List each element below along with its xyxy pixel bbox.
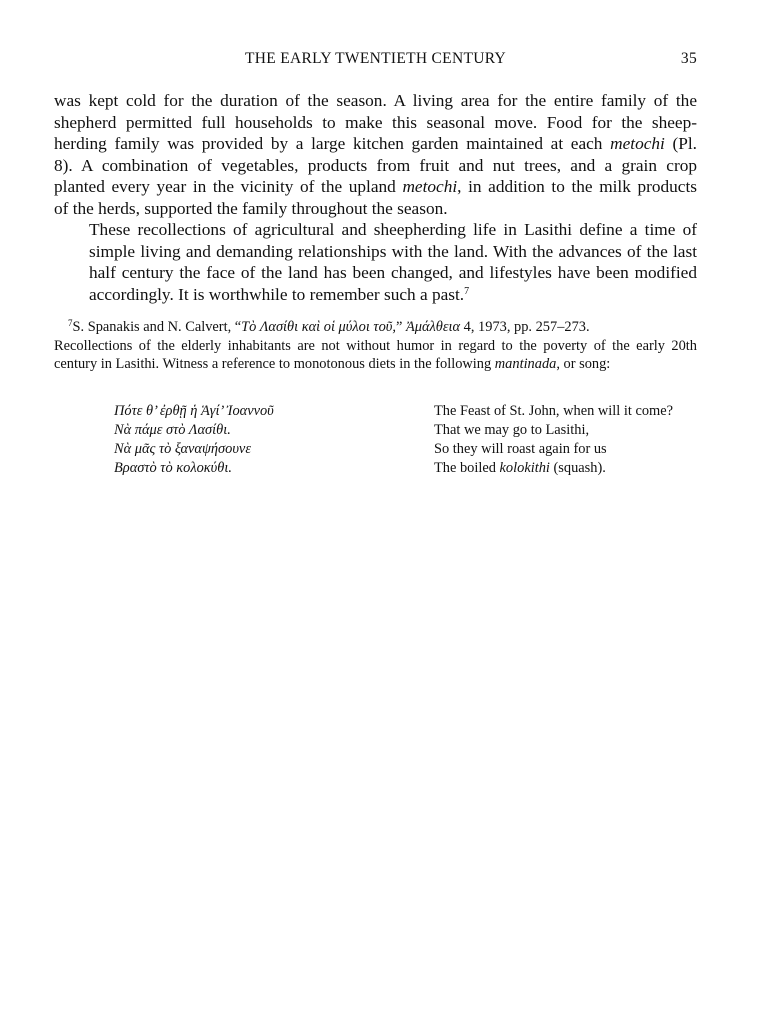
footnote-reference: 7	[464, 285, 470, 297]
verse-greek: Νὰ πάμε στὸ Λασίθι.	[114, 422, 231, 438]
verse-row	[54, 421, 697, 440]
citation-journal: Ἀμάλθεια	[405, 319, 461, 335]
footnote-line: Recollections of the elderly inhabitants are not without humor in regard to the poverty of the early 20th	[54, 337, 697, 354]
footnote	[54, 318, 697, 374]
paragraph-1	[54, 90, 697, 219]
citation-title: Τὸ Λασίθι καὶ οἱ μύλοι τοῦ,	[241, 319, 396, 335]
text-line: of the herds, supported the family throughout the season.	[54, 198, 448, 218]
text-span: herding family was provided by a large kitchen garden maintained at each	[54, 134, 603, 153]
verse-row	[54, 440, 697, 459]
term-metochi: metochi	[610, 134, 665, 153]
text-line: shepherd permitted full households to make this seasonal move. Food for the sheep-	[54, 112, 697, 132]
text-span: accordingly. It is worthwhile to remember such a past.	[89, 284, 465, 304]
text-line: simple living and demanding relationships with the land. With the advances of the last	[89, 241, 697, 261]
page-number: 35	[680, 50, 697, 67]
term-mantinada: mantinada	[494, 356, 557, 372]
text-span: The boiled	[434, 460, 500, 476]
text-span: , or song:	[556, 356, 611, 372]
text-line: half century the face of the land has been changed, and lifestyles have been modified	[89, 263, 697, 282]
verse-block	[54, 402, 697, 478]
verse-english: The Feast of St. John, when will it come?	[434, 403, 674, 419]
citation-authors: S. Spanakis and N. Calvert, “	[72, 319, 242, 335]
verse-greek: Πότε θ’ ἐρθῇ ἡ Ἁγί’ Ἰοαννοῦ	[114, 403, 274, 419]
term-kolokithi: kolokithi	[499, 460, 550, 476]
verse-row	[54, 402, 697, 421]
text-span: (squash).	[549, 460, 606, 476]
text-span: planted every year in the vicinity of the upland	[54, 177, 396, 196]
text-span: (Pl.	[672, 134, 698, 153]
verse-greek: Νὰ μᾶς τὸ ξαναψήσουνε	[114, 441, 251, 457]
verse-english: That we may go to Lasithi,	[434, 422, 590, 438]
text-line: was kept cold for the duration of the season. A living area for the entire family of the	[54, 91, 697, 110]
paragraph-2	[54, 219, 697, 305]
text-line	[54, 133, 697, 155]
text-span: century in Lasithi. Witness a reference to monotonous diets in the following	[54, 356, 492, 372]
term-metochi: metochi	[402, 177, 458, 196]
footnote-citation	[54, 318, 697, 337]
footnote-line	[54, 355, 697, 374]
verse-english: So they will roast again for us	[434, 441, 607, 457]
text-line	[54, 176, 697, 198]
text-line: 8). A combination of vegetables, products from fruit and nut trees, and a grain crop	[54, 155, 697, 175]
body-text	[54, 90, 697, 305]
running-head	[54, 50, 697, 72]
text-line: These recollections of agricultural and sheepherding life in Lasithi define a time of	[89, 220, 697, 239]
verse-greek: Βραστὸ τὸ κολοκύθι.	[114, 460, 232, 476]
citation-rest: 4, 1973, pp. 257–273.	[460, 319, 590, 335]
verse-english	[434, 459, 606, 478]
text-span: , in addition to the milk products	[457, 177, 698, 196]
verse-row	[54, 459, 697, 478]
text-line	[54, 284, 697, 306]
footnote-marker: 7	[68, 318, 73, 328]
citation-close: ”	[395, 319, 406, 335]
running-title: THE EARLY TWENTIETH CENTURY	[245, 50, 506, 67]
